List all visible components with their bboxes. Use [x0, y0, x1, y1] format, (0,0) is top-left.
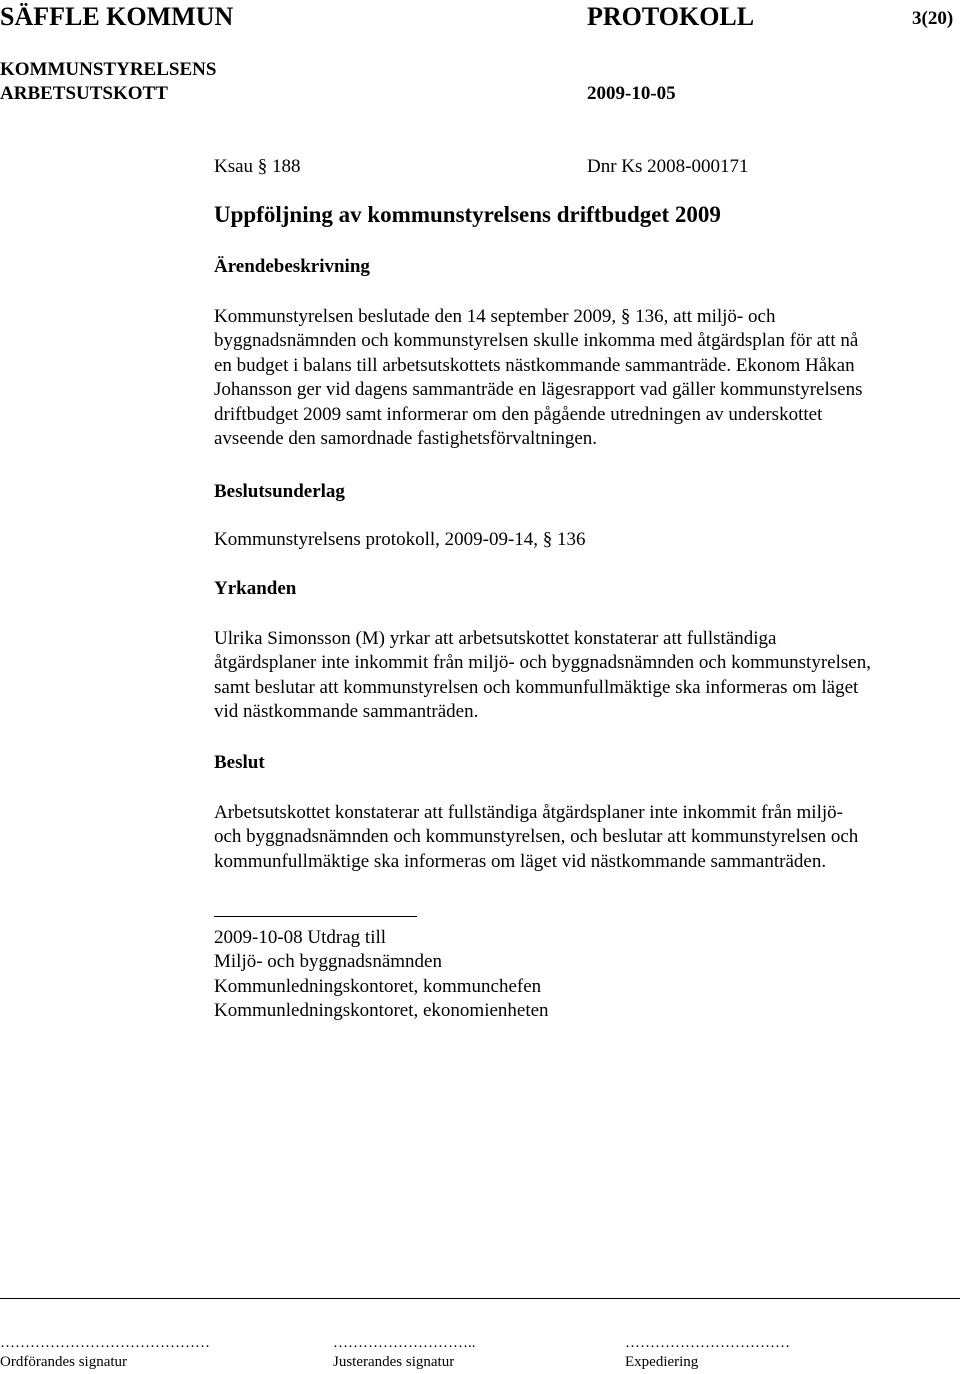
body-name-line2: ARBETSUTSKOTT [0, 83, 168, 104]
page-number: 3(20) [912, 8, 954, 29]
text-line: en budget i balans till arbetsutskottets nästkommande sammanträde. Ekonom Håkan [214, 354, 855, 376]
distribution-line: Miljö- och byggnadsnämnden [214, 951, 442, 973]
diary-number: Dnr Ks 2008-000171 [587, 156, 749, 177]
distribution-line: 2009-10-08 Utdrag till [214, 927, 387, 948]
distribution-line: Kommunledningskontoret, kommunchefen [214, 975, 542, 997]
section-heading-beslut: Beslut [214, 752, 265, 773]
text-line: Kommunstyrelsen beslutade den 14 september 2009, § 136, att miljö- och [214, 306, 776, 327]
text-line: Johansson ger vid dagens sammanträde en lägesrapport vad gäller kommunstyrelsens [214, 379, 863, 401]
meeting-date: 2009-10-05 [587, 83, 676, 104]
adjuster-signature-label: Justerandes signatur [333, 1354, 455, 1370]
beslut-paragraph [214, 801, 959, 874]
distribution-line: Kommunledningskontoret, ekonomienheten [214, 1000, 549, 1022]
signature-dots-3: …………………………… [625, 1335, 790, 1351]
text-line: vid nästkommande sammanträden. [214, 701, 479, 723]
section-heading-yrkanden: Yrkanden [214, 578, 297, 599]
dispatch-label: Expediering [625, 1354, 699, 1370]
chair-signature-label: Ordförandes signatur [0, 1354, 128, 1370]
case-title: Uppföljning av kommunstyrelsens driftbudget 2009 [214, 202, 721, 227]
distribution-list [214, 926, 959, 1024]
yrkanden-paragraph [214, 627, 959, 725]
text-line: samt beslutar att kommunstyrelsen och kommunfullmäktige ska informeras om läget [214, 676, 859, 698]
text-line: Ulrika Simonsson (M) yrkar att arbetsutskottet konstaterar att fullständiga [214, 628, 777, 649]
text-line: avseende den samordnade fastighetsförvaltningen. [214, 428, 598, 450]
text-line: och byggnadsnämnden och kommunstyrelsen, och beslutar att kommunstyrelsen och [214, 826, 859, 848]
ksau-paragraph: Ksau § 188 [214, 156, 301, 177]
arende-paragraph [214, 305, 959, 451]
distribution-divider [214, 916, 417, 917]
text-line: driftbudget 2009 samt informerar om den pågående utredningen av underskottet [214, 403, 823, 425]
text-line: Arbetsutskottet konstaterar att fullständiga åtgärdsplaner inte inkommit från miljö- [214, 802, 843, 823]
signature-dots-2: ……………………….. [333, 1335, 476, 1351]
signature-dots-1: …………………………………… [0, 1335, 210, 1351]
org-name: SÄFFLE KOMMUN [0, 2, 234, 31]
text-line: åtgärdsplaner inte inkommit från miljö- och byggnadsnämnden och kommunstyrelsen, [214, 652, 871, 674]
document-type: PROTOKOLL [587, 2, 755, 31]
underlag-text: Kommunstyrelsens protokoll, 2009-09-14, § 136 [214, 529, 586, 550]
section-heading-underlag: Beslutsunderlag [214, 481, 345, 502]
text-line: kommunfullmäktige ska informeras om läget vid nästkommande sammanträden. [214, 850, 827, 872]
footer-divider [0, 1298, 960, 1299]
body-name-line1: KOMMUNSTYRELSENS [0, 59, 217, 80]
text-line: byggnadsnämnden och kommunstyrelsen skulle inkomma med åtgärdsplan för att nå [214, 330, 859, 352]
section-heading-arende: Ärendebeskrivning [214, 256, 370, 277]
